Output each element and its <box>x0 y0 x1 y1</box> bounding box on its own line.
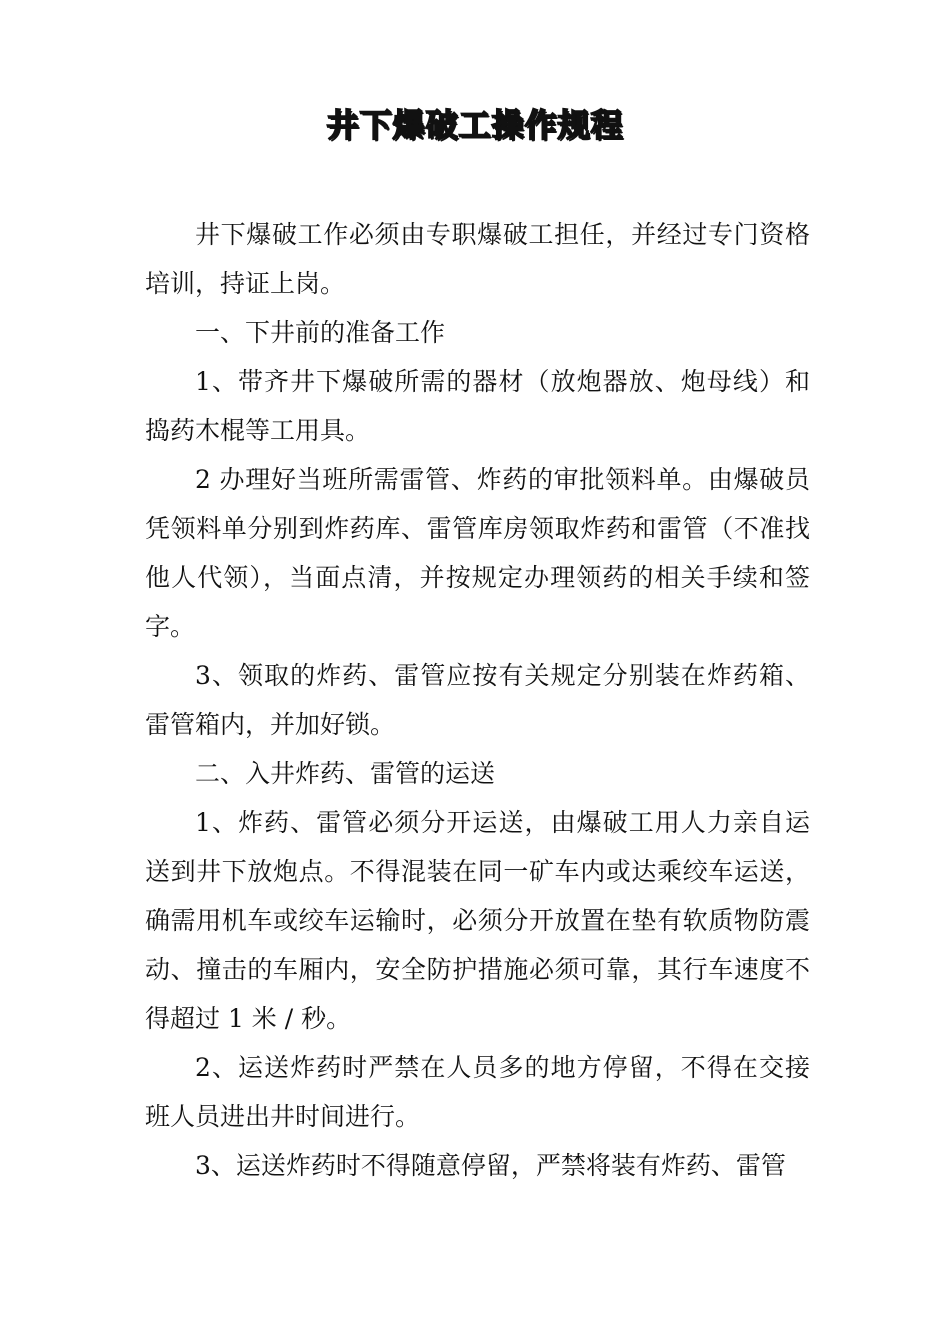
document-body <box>145 210 810 1190</box>
paragraph-2-1: 1、炸药、雷管必须分开运送，由爆破工用人力亲自运送到井下放炮点。不得混装在同一矿车内或达乘绞车运送，确需用机车或绞车运输时，必须分开放置在垫有软质物防震动、撞击的车厢内，安全防护措施必须可靠，其行车速度不得超过 1 米 / 秒。 <box>145 808 810 1033</box>
section-heading-1: 一、下井前的准备工作 <box>195 318 446 347</box>
paragraph-1-3: 3、领取的炸药、雷管应按有关规定分别装在炸药箱、雷管箱内，并加好锁。 <box>145 661 810 739</box>
document-title: 井下爆破工操作规程 <box>326 106 624 144</box>
paragraph-1-1: 1、带齐井下爆破所需的器材（放炮器放、炮母线）和捣药木棍等工用具。 <box>145 367 810 445</box>
paragraph-2-2: 2、运送炸药时严禁在人员多的地方停留，不得在交接班人员进出井时间进行。 <box>145 1053 810 1131</box>
paragraph-1-2: 2 办理好当班所需雷管、炸药的审批领料单。由爆破员凭领料单分别到炸药库、雷管库房领取炸药和雷管（不准找他人代领），当面点清，并按规定办理领药的相关手续和签字。 <box>145 465 810 641</box>
section-heading-2: 二、入井炸药、雷管的运送 <box>195 759 496 788</box>
paragraph-2-3: 3、运送炸药时不得随意停留，严禁将装有炸药、雷管 <box>195 1151 786 1180</box>
paragraph-intro: 井下爆破工作必须由专职爆破工担任，并经过专门资格培训，持证上岗。 <box>145 220 810 298</box>
